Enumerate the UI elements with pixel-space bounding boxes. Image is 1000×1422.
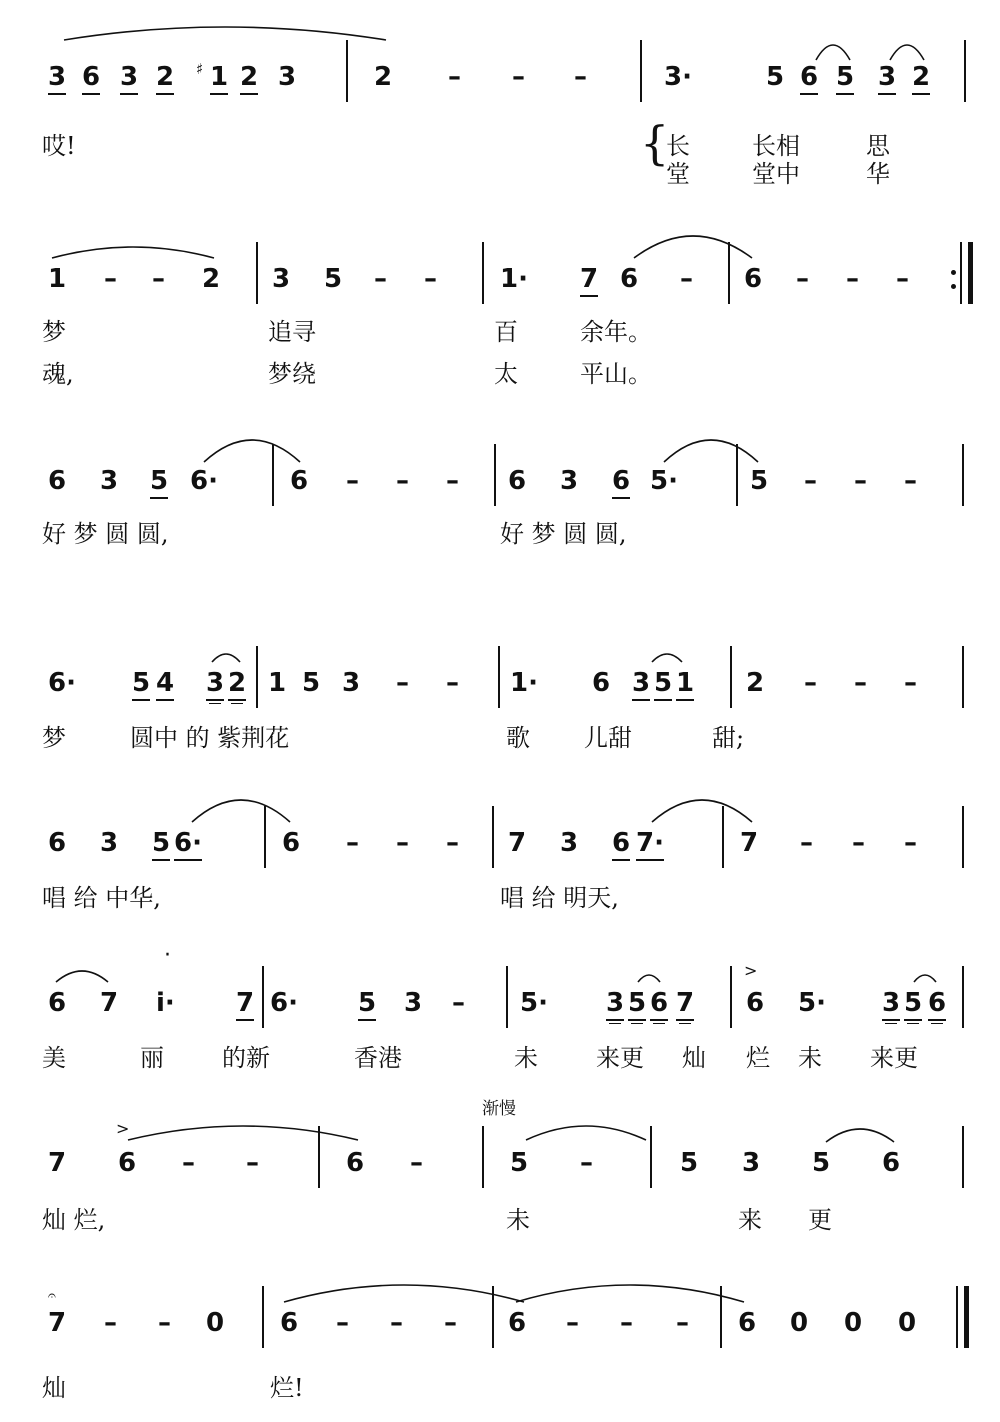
note: 5 — [150, 466, 168, 499]
high-octave-dot: · — [164, 943, 171, 968]
note: i· — [156, 988, 175, 1018]
dash-note: – — [852, 828, 865, 858]
note: 2 — [202, 264, 221, 294]
barline — [730, 646, 732, 708]
note: 6· — [174, 828, 202, 861]
sharp-icon: ♯ — [196, 60, 204, 78]
barline — [498, 646, 500, 708]
lyric: 唱 给 中华, — [42, 884, 161, 912]
note: 3 — [404, 988, 423, 1018]
slur — [652, 654, 682, 662]
note: 6 — [48, 466, 67, 496]
dash-note: – — [346, 466, 359, 496]
note: 5 — [132, 668, 150, 701]
barline — [272, 444, 274, 506]
note: 3 — [606, 988, 624, 1021]
note: 7 — [100, 988, 119, 1018]
final-barline — [964, 1286, 969, 1348]
slur — [652, 800, 752, 822]
lyric: 丽 — [140, 1044, 164, 1072]
note: 5 — [628, 988, 646, 1021]
accent-icon: > — [744, 961, 758, 980]
note: 6 — [282, 828, 301, 858]
note: 3 — [342, 668, 361, 698]
note: 6 — [48, 988, 67, 1018]
note: 6 — [280, 1308, 299, 1338]
lyric: 梦绕 — [268, 360, 316, 388]
dash-note: – — [424, 264, 437, 294]
lyric: 平山。 — [580, 360, 652, 388]
repeat-barline — [968, 242, 973, 304]
note: 2 — [240, 62, 258, 95]
note: 5 — [812, 1148, 831, 1178]
dash-note: – — [566, 1308, 579, 1338]
note: 6 — [620, 264, 639, 294]
note: 5· — [650, 466, 678, 496]
dash-note: – — [680, 264, 693, 294]
lyric: 堂 — [666, 160, 690, 188]
note: 6· — [270, 988, 298, 1018]
slur — [826, 1129, 894, 1142]
slur — [284, 1285, 524, 1302]
lyric: 好 梦 圆 圆, — [42, 520, 169, 548]
note: 6 — [744, 264, 763, 294]
lyric: 思 — [866, 132, 890, 160]
note: 3 — [206, 668, 224, 701]
lyric: 哎! — [42, 132, 76, 160]
lyric: 美 — [42, 1044, 66, 1072]
lyric: 未 — [506, 1206, 530, 1234]
slur — [890, 45, 924, 60]
barline — [492, 806, 494, 868]
note: 6 — [612, 466, 630, 499]
dash-note: – — [246, 1148, 259, 1178]
dash-note: – — [158, 1308, 171, 1338]
note: 3 — [272, 264, 291, 294]
dash-note: – — [396, 466, 409, 496]
barline — [736, 444, 738, 506]
verse-brace: { — [640, 116, 670, 170]
barline — [720, 1286, 722, 1348]
dash-note: – — [854, 466, 867, 496]
note: 6 — [592, 668, 611, 698]
note: 6 — [650, 988, 668, 1021]
note: 6 — [746, 988, 765, 1018]
note: 1 — [268, 668, 287, 698]
note: 0 — [206, 1308, 225, 1338]
repeat-dot — [951, 270, 956, 275]
note: 6 — [508, 466, 527, 496]
dash-note: – — [410, 1148, 423, 1178]
dash-note: – — [804, 466, 817, 496]
lyric: 长 — [666, 132, 690, 160]
dash-note: – — [574, 62, 587, 92]
fermata-icon: 𝄐 — [48, 1288, 56, 1304]
note: 6 — [290, 466, 309, 496]
note: 5 — [750, 466, 769, 496]
dash-note: – — [904, 828, 917, 858]
lyric: 灿 烂, — [42, 1206, 106, 1234]
dash-note: – — [396, 668, 409, 698]
lyric: 来更 — [870, 1044, 918, 1072]
note: 6 — [48, 828, 67, 858]
note: 3 — [632, 668, 650, 701]
lyric: 的新 — [222, 1044, 270, 1072]
note: 5 — [836, 62, 854, 95]
note: 5 — [654, 668, 672, 701]
note: 6 — [882, 1148, 901, 1178]
barline — [956, 1286, 958, 1348]
note: 5 — [302, 668, 321, 698]
lyric: 长相 — [752, 132, 800, 160]
lyric: 梦 — [42, 724, 66, 752]
dash-note: – — [846, 264, 859, 294]
note: 3 — [100, 466, 119, 496]
lyric: 华 — [866, 160, 890, 188]
dash-note: – — [336, 1308, 349, 1338]
dash-note: – — [152, 264, 165, 294]
note: 5· — [798, 988, 826, 1018]
note: 7 — [580, 264, 598, 297]
note: 5 — [680, 1148, 699, 1178]
barline — [962, 806, 964, 868]
note: 2 — [228, 668, 246, 701]
note: 2 — [374, 62, 393, 92]
note: 6 — [346, 1148, 365, 1178]
dash-note: – — [676, 1308, 689, 1338]
barline — [730, 966, 732, 1028]
barline — [962, 966, 964, 1028]
note: 3 — [48, 62, 66, 95]
dash-note: – — [182, 1148, 195, 1178]
note: 6· — [48, 668, 76, 698]
dash-note: – — [854, 668, 867, 698]
note: 3 — [278, 62, 297, 92]
lyric: 烂 — [746, 1044, 770, 1072]
dash-note: – — [904, 668, 917, 698]
lyric: 魂, — [42, 360, 74, 388]
dash-note: – — [104, 264, 117, 294]
slur — [52, 247, 214, 258]
note: 1· — [500, 264, 528, 294]
slur — [516, 1285, 744, 1302]
dash-note: – — [452, 988, 465, 1018]
barline — [962, 646, 964, 708]
note: 5 — [766, 62, 785, 92]
lyric: 甜; — [712, 724, 745, 752]
barline — [728, 242, 730, 304]
slur — [914, 975, 936, 982]
dash-note: – — [896, 264, 909, 294]
dash-note: – — [620, 1308, 633, 1338]
barline — [256, 646, 258, 708]
barline — [482, 242, 484, 304]
lyric: 好 梦 圆 圆, — [500, 520, 627, 548]
dash-note: – — [396, 828, 409, 858]
note: 0 — [790, 1308, 809, 1338]
barline — [494, 444, 496, 506]
dash-note: – — [796, 264, 809, 294]
barline — [492, 1286, 494, 1348]
note: 3 — [560, 828, 579, 858]
note: 6 — [738, 1308, 757, 1338]
lyric: 未 — [514, 1044, 538, 1072]
note: 6 — [118, 1148, 137, 1178]
dash-note: – — [904, 466, 917, 496]
lyric: 梦 — [42, 318, 66, 346]
lyric: 烂! — [270, 1374, 304, 1402]
slur — [192, 800, 290, 822]
note: 3 — [100, 828, 119, 858]
barline — [506, 966, 508, 1028]
barline — [722, 806, 724, 868]
lyric: 追寻 — [268, 318, 316, 346]
barline — [318, 1126, 320, 1188]
note: 6 — [82, 62, 100, 95]
dash-note: – — [446, 828, 459, 858]
lyric: 太 — [494, 360, 518, 388]
lyric: 圆中 的 紫荆花 — [130, 724, 290, 752]
barline — [962, 1126, 964, 1188]
barline — [960, 242, 962, 304]
dash-note: – — [390, 1308, 403, 1338]
note: 5 — [152, 828, 170, 861]
lyric: 来更 — [596, 1044, 644, 1072]
note: 1 — [676, 668, 694, 701]
dash-note: – — [580, 1148, 593, 1178]
lyric: 灿 — [42, 1374, 66, 1402]
barline — [262, 966, 264, 1028]
note: 3 — [878, 62, 896, 95]
dash-note: – — [444, 1308, 457, 1338]
note: 3 — [560, 466, 579, 496]
dash-note: – — [512, 62, 525, 92]
note: 2 — [156, 62, 174, 95]
barline — [264, 806, 266, 868]
lyric: 堂中 — [752, 160, 800, 188]
note: 2 — [746, 668, 765, 698]
slur — [526, 1126, 646, 1140]
barline — [256, 242, 258, 304]
lyric: 灿 — [682, 1044, 706, 1072]
note: 7 — [508, 828, 527, 858]
lyric: 来 — [738, 1206, 762, 1234]
note: 5 — [324, 264, 343, 294]
note: 7· — [636, 828, 664, 861]
note: 1 — [48, 264, 67, 294]
lyric: 更 — [808, 1206, 832, 1234]
barline — [482, 1126, 484, 1188]
note: 7 — [236, 988, 254, 1021]
barline — [262, 1286, 264, 1348]
slur — [204, 440, 300, 462]
note: 1· — [510, 668, 538, 698]
note: 5 — [510, 1148, 529, 1178]
note: 5· — [520, 988, 548, 1018]
dash-note: – — [448, 62, 461, 92]
slur — [664, 440, 758, 462]
dash-note: – — [104, 1308, 117, 1338]
dash-note: – — [446, 466, 459, 496]
note: 6 — [612, 828, 630, 861]
accent-icon: > — [116, 1119, 130, 1138]
dash-note: – — [346, 828, 359, 858]
lyric: 儿甜 — [584, 724, 632, 752]
slur — [56, 971, 108, 982]
note: 2 — [912, 62, 930, 95]
dash-note: – — [800, 828, 813, 858]
slur — [128, 1126, 358, 1140]
dash-note: – — [374, 264, 387, 294]
dash-note: – — [804, 668, 817, 698]
note: 4 — [156, 668, 174, 701]
note: 0 — [898, 1308, 917, 1338]
dash-note: – — [446, 668, 459, 698]
note: 6 — [928, 988, 946, 1021]
note: 6· — [190, 466, 218, 496]
barline — [962, 444, 964, 506]
tempo-mark: 渐慢 — [482, 1099, 516, 1119]
note: 0 — [844, 1308, 863, 1338]
slur — [64, 27, 386, 40]
barline — [964, 40, 966, 102]
note: 3 — [882, 988, 900, 1021]
slur — [638, 975, 660, 982]
barline — [346, 40, 348, 102]
note: 7 — [48, 1148, 67, 1178]
slur — [634, 236, 752, 258]
lyric: 歌 — [506, 724, 530, 752]
lyric: 百 — [494, 318, 518, 346]
note: 5 — [358, 988, 376, 1021]
slur — [816, 45, 850, 60]
note: 3 — [120, 62, 138, 95]
note: 7 — [676, 988, 694, 1021]
note: 7 — [48, 1308, 67, 1338]
slur — [212, 654, 240, 662]
note: 3· — [664, 62, 692, 92]
lyric: 香港 — [354, 1044, 402, 1072]
lyric: 余年。 — [580, 318, 652, 346]
barline — [640, 40, 642, 102]
barline — [650, 1126, 652, 1188]
lyric: 唱 给 明天, — [500, 884, 619, 912]
note: 6 — [508, 1308, 527, 1338]
repeat-dot — [951, 284, 956, 289]
note: 6 — [800, 62, 818, 95]
note: 1 — [210, 62, 228, 95]
lyric: 未 — [798, 1044, 822, 1072]
note: 7 — [740, 828, 759, 858]
note: 3 — [742, 1148, 761, 1178]
note: 5 — [904, 988, 922, 1021]
